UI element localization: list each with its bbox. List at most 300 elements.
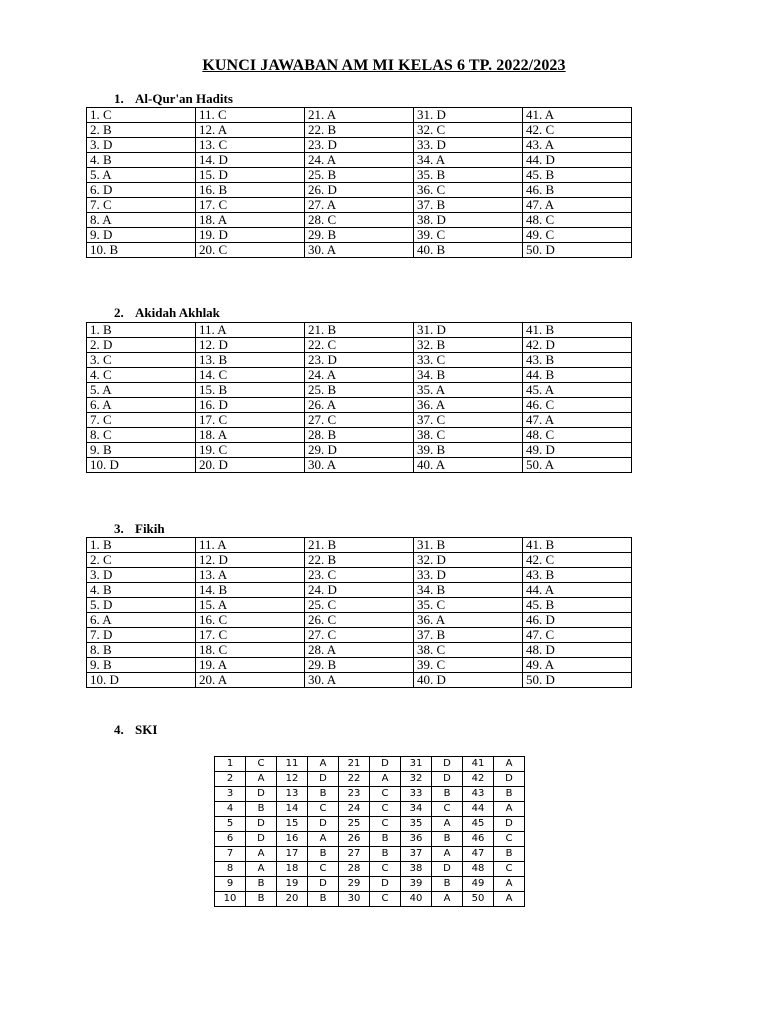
answer-cell: 19. D	[196, 228, 305, 243]
question-number-cell: 34	[401, 802, 432, 817]
answer-cell: 40. A	[414, 458, 523, 473]
question-number-cell: 1	[215, 757, 246, 772]
answer-cell: 38. D	[414, 213, 523, 228]
answer-cell: 35. C	[414, 598, 523, 613]
answer-cell: 39. B	[414, 443, 523, 458]
question-number-cell: 44	[463, 802, 494, 817]
answer-cell: C	[370, 862, 401, 877]
answer-cell: 14. B	[196, 583, 305, 598]
document-title: KUNCI JAWABAN AM MI KELAS 6 TP. 2022/2023	[202, 57, 566, 74]
answer-cell: D	[494, 772, 525, 787]
answer-cell: 11. A	[196, 323, 305, 338]
question-number-cell: 21	[339, 757, 370, 772]
question-number-cell: 36	[401, 832, 432, 847]
answer-cell: 10. D	[87, 458, 196, 473]
section-name: Fikih	[135, 521, 165, 536]
question-number-cell: 16	[277, 832, 308, 847]
answer-cell: 13. C	[196, 138, 305, 153]
answer-cell: A	[494, 757, 525, 772]
section-name: SKI	[135, 722, 158, 737]
answer-cell: C	[494, 832, 525, 847]
answer-cell: 2. C	[87, 553, 196, 568]
answer-cell: A	[246, 772, 277, 787]
answer-cell: 7. C	[87, 198, 196, 213]
answer-cell: 36. C	[414, 183, 523, 198]
answer-cell: 48. D	[523, 643, 632, 658]
section-number: 1.	[114, 91, 124, 106]
table-row	[87, 443, 632, 458]
question-number-cell: 31	[401, 757, 432, 772]
answer-cell: 39. C	[414, 228, 523, 243]
question-number-cell: 50	[463, 892, 494, 907]
answer-cell: 40. B	[414, 243, 523, 258]
answer-cell: C	[370, 802, 401, 817]
answer-cell: 38. C	[414, 643, 523, 658]
answer-cell: 9. B	[87, 658, 196, 673]
table-row	[87, 108, 632, 123]
section-number: 4.	[114, 722, 124, 737]
answer-cell: 2. B	[87, 123, 196, 138]
answer-cell: 46. D	[523, 613, 632, 628]
answer-cell: 12. A	[196, 123, 305, 138]
answer-cell: 39. C	[414, 658, 523, 673]
answer-cell: 41. B	[523, 538, 632, 553]
answer-cell: 37. B	[414, 628, 523, 643]
answer-cell: 2. D	[87, 338, 196, 353]
question-number-cell: 40	[401, 892, 432, 907]
answer-cell: 34. B	[414, 368, 523, 383]
answer-cell: 27. A	[305, 198, 414, 213]
table-row	[215, 892, 525, 907]
table-row	[215, 877, 525, 892]
answer-cell: D	[308, 772, 339, 787]
table-row	[87, 458, 632, 473]
answer-cell: 22. B	[305, 553, 414, 568]
answer-cell: 12. D	[196, 338, 305, 353]
answer-cell: 7. C	[87, 413, 196, 428]
answer-cell: B	[246, 802, 277, 817]
answer-cell: D	[432, 862, 463, 877]
answer-cell: B	[246, 892, 277, 907]
answer-cell: 17. C	[196, 628, 305, 643]
answer-cell: 6. D	[87, 183, 196, 198]
answer-cell: 49. A	[523, 658, 632, 673]
question-number-cell: 35	[401, 817, 432, 832]
answer-cell: 31. D	[414, 108, 523, 123]
answer-cell: D	[494, 817, 525, 832]
section-name: Al-Qur'an Hadits	[135, 91, 233, 106]
answer-cell: 28. C	[305, 213, 414, 228]
answer-cell: 40. D	[414, 673, 523, 688]
answer-cell: 4. B	[87, 153, 196, 168]
answer-cell: C	[308, 862, 339, 877]
answer-cell: 17. C	[196, 413, 305, 428]
answer-cell: C	[370, 787, 401, 802]
answer-cell: D	[246, 832, 277, 847]
question-number-cell: 18	[277, 862, 308, 877]
answer-cell: A	[494, 877, 525, 892]
answer-cell: 25. C	[305, 598, 414, 613]
question-number-cell: 42	[463, 772, 494, 787]
question-number-cell: 43	[463, 787, 494, 802]
question-number-cell: 29	[339, 877, 370, 892]
answer-cell: C	[246, 757, 277, 772]
answer-cell: C	[494, 862, 525, 877]
question-number-cell: 41	[463, 757, 494, 772]
answer-cell: 43. B	[523, 353, 632, 368]
answer-cell: 13. A	[196, 568, 305, 583]
answer-cell: 48. C	[523, 428, 632, 443]
question-number-cell: 12	[277, 772, 308, 787]
answer-cell: B	[494, 787, 525, 802]
answer-cell: 31. D	[414, 323, 523, 338]
answer-cell: 36. A	[414, 613, 523, 628]
answer-cell: 21. A	[305, 108, 414, 123]
answer-cell: 30. A	[305, 673, 414, 688]
answer-cell: 35. A	[414, 383, 523, 398]
answer-cell: A	[308, 832, 339, 847]
answer-cell: 16. D	[196, 398, 305, 413]
table-row	[87, 613, 632, 628]
question-number-cell: 25	[339, 817, 370, 832]
answer-cell: 33. D	[414, 568, 523, 583]
section-number: 2.	[114, 305, 124, 320]
table-row	[87, 213, 632, 228]
answer-cell: 50. D	[523, 243, 632, 258]
answer-cell: D	[370, 757, 401, 772]
answer-cell: A	[370, 772, 401, 787]
answer-cell: 50. A	[523, 458, 632, 473]
table-row	[215, 787, 525, 802]
answer-cell: D	[246, 787, 277, 802]
answer-cell: 28. A	[305, 643, 414, 658]
section-heading-akidah-akhlak	[114, 305, 220, 321]
answer-cell: 1. B	[87, 323, 196, 338]
question-number-cell: 10	[215, 892, 246, 907]
question-number-cell: 46	[463, 832, 494, 847]
table-row	[87, 643, 632, 658]
question-number-cell: 11	[277, 757, 308, 772]
answer-cell: A	[246, 847, 277, 862]
table-row	[87, 598, 632, 613]
answer-cell: 29. B	[305, 658, 414, 673]
answer-cell: 3. D	[87, 138, 196, 153]
answer-cell: 23. D	[305, 138, 414, 153]
answer-cell: D	[432, 757, 463, 772]
answer-cell: 29. D	[305, 443, 414, 458]
question-number-cell: 24	[339, 802, 370, 817]
question-number-cell: 48	[463, 862, 494, 877]
answer-cell: 14. C	[196, 368, 305, 383]
answer-cell: 26. D	[305, 183, 414, 198]
answer-cell: 28. B	[305, 428, 414, 443]
answer-cell: 47. A	[523, 198, 632, 213]
answer-cell: 8. A	[87, 213, 196, 228]
answer-cell: 45. B	[523, 168, 632, 183]
question-number-cell: 33	[401, 787, 432, 802]
answer-table-quran-hadits	[86, 107, 632, 258]
answer-cell: 48. C	[523, 213, 632, 228]
question-number-cell: 3	[215, 787, 246, 802]
answer-table-ski	[214, 756, 525, 907]
table-row	[87, 323, 632, 338]
answer-cell: 26. A	[305, 398, 414, 413]
answer-cell: A	[494, 892, 525, 907]
answer-cell: 43. B	[523, 568, 632, 583]
answer-cell: 33. D	[414, 138, 523, 153]
question-number-cell: 7	[215, 847, 246, 862]
answer-cell: 24. D	[305, 583, 414, 598]
answer-cell: 33. C	[414, 353, 523, 368]
question-number-cell: 27	[339, 847, 370, 862]
answer-cell: 34. A	[414, 153, 523, 168]
answer-cell: C	[370, 892, 401, 907]
section-heading-quran-hadits	[114, 91, 233, 107]
table-row	[87, 568, 632, 583]
answer-cell: 24. A	[305, 153, 414, 168]
answer-cell: 31. B	[414, 538, 523, 553]
answer-cell: 11. A	[196, 538, 305, 553]
answer-cell: D	[370, 877, 401, 892]
table-row	[87, 138, 632, 153]
answer-cell: 27. C	[305, 628, 414, 643]
table-row	[87, 153, 632, 168]
answer-cell: C	[370, 817, 401, 832]
answer-cell: 37. B	[414, 198, 523, 213]
answer-cell: 41. A	[523, 108, 632, 123]
answer-cell: B	[494, 847, 525, 862]
answer-cell: B	[370, 832, 401, 847]
answer-cell: B	[370, 847, 401, 862]
answer-cell: 32. B	[414, 338, 523, 353]
answer-cell: 24. A	[305, 368, 414, 383]
answer-cell: 35. B	[414, 168, 523, 183]
table-row	[215, 847, 525, 862]
answer-cell: 1. B	[87, 538, 196, 553]
question-number-cell: 28	[339, 862, 370, 877]
question-number-cell: 14	[277, 802, 308, 817]
answer-cell: C	[308, 802, 339, 817]
answer-cell: B	[432, 832, 463, 847]
table-row	[215, 832, 525, 847]
answer-cell: 19. A	[196, 658, 305, 673]
answer-cell: A	[308, 757, 339, 772]
answer-cell: 20. D	[196, 458, 305, 473]
answer-table-fikih	[86, 537, 632, 688]
answer-cell: 32. D	[414, 553, 523, 568]
table-row	[87, 368, 632, 383]
answer-cell: 4. C	[87, 368, 196, 383]
question-number-cell: 6	[215, 832, 246, 847]
answer-cell: 30. A	[305, 458, 414, 473]
table-row	[215, 862, 525, 877]
answer-cell: B	[308, 787, 339, 802]
question-number-cell: 9	[215, 877, 246, 892]
answer-cell: 6. A	[87, 613, 196, 628]
question-number-cell: 2	[215, 772, 246, 787]
table-row	[215, 757, 525, 772]
answer-cell: 4. B	[87, 583, 196, 598]
answer-cell: 25. B	[305, 383, 414, 398]
answer-cell: 6. A	[87, 398, 196, 413]
section-heading-ski	[114, 722, 157, 738]
answer-cell: 47. A	[523, 413, 632, 428]
answer-cell: 9. D	[87, 228, 196, 243]
answer-cell: 47. C	[523, 628, 632, 643]
answer-cell: 3. D	[87, 568, 196, 583]
answer-cell: 20. C	[196, 243, 305, 258]
answer-cell: 44. D	[523, 153, 632, 168]
question-number-cell: 49	[463, 877, 494, 892]
answer-cell: 44. B	[523, 368, 632, 383]
question-number-cell: 8	[215, 862, 246, 877]
answer-cell: 32. C	[414, 123, 523, 138]
answer-cell: 18. C	[196, 643, 305, 658]
answer-cell: D	[308, 817, 339, 832]
answer-cell: A	[246, 862, 277, 877]
answer-cell: 15. D	[196, 168, 305, 183]
answer-cell: 25. B	[305, 168, 414, 183]
answer-cell: 22. B	[305, 123, 414, 138]
answer-cell: B	[308, 847, 339, 862]
answer-cell: 18. A	[196, 213, 305, 228]
answer-cell: 14. D	[196, 153, 305, 168]
question-number-cell: 47	[463, 847, 494, 862]
answer-cell: 44. A	[523, 583, 632, 598]
question-number-cell: 45	[463, 817, 494, 832]
table-row	[87, 353, 632, 368]
answer-cell: 16. C	[196, 613, 305, 628]
table-row	[215, 817, 525, 832]
table-row	[87, 413, 632, 428]
answer-cell: 27. C	[305, 413, 414, 428]
answer-cell: 34. B	[414, 583, 523, 598]
answer-cell: 19. C	[196, 443, 305, 458]
question-number-cell: 22	[339, 772, 370, 787]
answer-cell: 7. D	[87, 628, 196, 643]
table-row	[215, 802, 525, 817]
answer-cell: D	[308, 877, 339, 892]
answer-cell: 13. B	[196, 353, 305, 368]
table-row	[87, 338, 632, 353]
question-number-cell: 15	[277, 817, 308, 832]
question-number-cell: 20	[277, 892, 308, 907]
answer-cell: 38. C	[414, 428, 523, 443]
answer-cell: 42. D	[523, 338, 632, 353]
answer-cell: 36. A	[414, 398, 523, 413]
answer-cell: 5. D	[87, 598, 196, 613]
section-heading-fikih	[114, 521, 165, 537]
answer-cell: A	[432, 847, 463, 862]
answer-cell: 46. C	[523, 398, 632, 413]
answer-cell: 30. A	[305, 243, 414, 258]
table-row	[87, 628, 632, 643]
answer-cell: 41. B	[523, 323, 632, 338]
answer-cell: 23. D	[305, 353, 414, 368]
answer-cell: D	[432, 772, 463, 787]
table-row	[87, 553, 632, 568]
answer-cell: 45. B	[523, 598, 632, 613]
answer-cell: 17. C	[196, 198, 305, 213]
answer-cell: 11. C	[196, 108, 305, 123]
answer-cell: 10. D	[87, 673, 196, 688]
table-row	[87, 198, 632, 213]
question-number-cell: 30	[339, 892, 370, 907]
question-number-cell: 32	[401, 772, 432, 787]
answer-cell: B	[308, 892, 339, 907]
answer-cell: 5. A	[87, 383, 196, 398]
answer-cell: 9. B	[87, 443, 196, 458]
answer-cell: 42. C	[523, 123, 632, 138]
answer-cell: 49. C	[523, 228, 632, 243]
table-row	[87, 168, 632, 183]
answer-table-akidah-akhlak	[86, 322, 632, 473]
answer-cell: 49. D	[523, 443, 632, 458]
answer-cell: 42. C	[523, 553, 632, 568]
question-number-cell: 26	[339, 832, 370, 847]
table-row	[215, 772, 525, 787]
table-row	[87, 398, 632, 413]
answer-cell: C	[432, 802, 463, 817]
table-row	[87, 123, 632, 138]
answer-cell: 46. B	[523, 183, 632, 198]
question-number-cell: 23	[339, 787, 370, 802]
answer-cell: 5. A	[87, 168, 196, 183]
answer-cell: 18. A	[196, 428, 305, 443]
answer-cell: 23. C	[305, 568, 414, 583]
table-row	[87, 428, 632, 443]
answer-cell: 45. A	[523, 383, 632, 398]
answer-cell: A	[432, 817, 463, 832]
answer-cell: 22. C	[305, 338, 414, 353]
table-row	[87, 383, 632, 398]
answer-cell: 10. B	[87, 243, 196, 258]
answer-cell: 29. B	[305, 228, 414, 243]
answer-cell: 8. C	[87, 428, 196, 443]
answer-cell: 12. D	[196, 553, 305, 568]
answer-cell: 16. B	[196, 183, 305, 198]
answer-cell: 8. B	[87, 643, 196, 658]
answer-cell: 3. C	[87, 353, 196, 368]
question-number-cell: 37	[401, 847, 432, 862]
answer-cell: D	[246, 817, 277, 832]
answer-cell: B	[432, 787, 463, 802]
answer-cell: A	[432, 892, 463, 907]
table-row	[87, 673, 632, 688]
answer-cell: B	[246, 877, 277, 892]
answer-cell: A	[494, 802, 525, 817]
answer-cell: 20. A	[196, 673, 305, 688]
table-row	[87, 243, 632, 258]
answer-cell: 15. B	[196, 383, 305, 398]
question-number-cell: 13	[277, 787, 308, 802]
question-number-cell: 39	[401, 877, 432, 892]
question-number-cell: 38	[401, 862, 432, 877]
question-number-cell: 4	[215, 802, 246, 817]
question-number-cell: 5	[215, 817, 246, 832]
answer-cell: 21. B	[305, 323, 414, 338]
question-number-cell: 17	[277, 847, 308, 862]
answer-cell: 43. A	[523, 138, 632, 153]
table-row	[87, 658, 632, 673]
answer-cell: 37. C	[414, 413, 523, 428]
table-row	[87, 228, 632, 243]
section-name: Akidah Akhlak	[135, 305, 220, 320]
answer-cell: 1. C	[87, 108, 196, 123]
table-row	[87, 538, 632, 553]
section-number: 3.	[114, 521, 124, 536]
answer-cell: 15. A	[196, 598, 305, 613]
